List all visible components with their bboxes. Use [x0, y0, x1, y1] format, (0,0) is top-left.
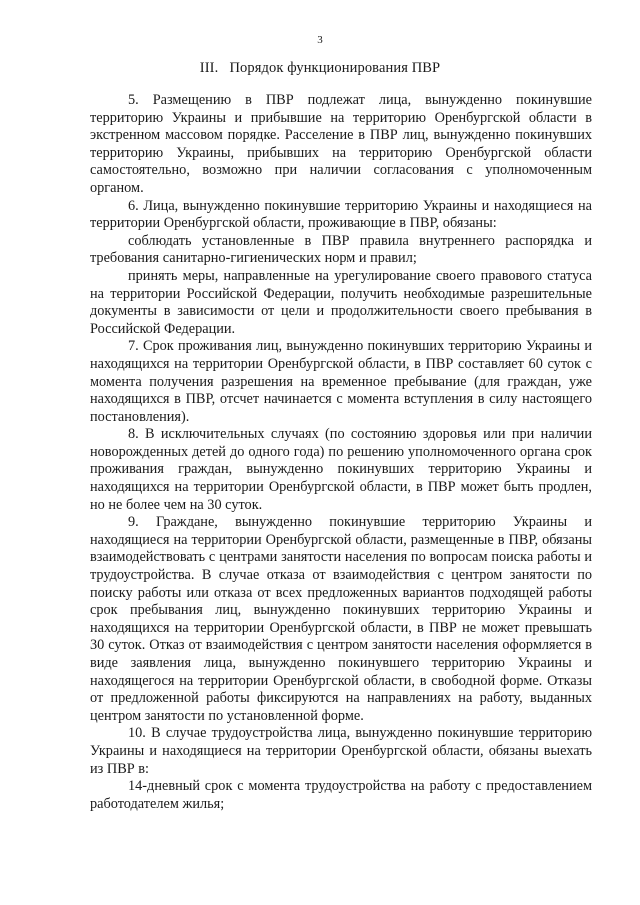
- paragraph-6: 6. Лица, вынужденно покинувшие территорию Украины и находящиеся на территории Оренбургской области, проживающие в ПВР, обязаны:: [90, 197, 592, 232]
- page-number: 3: [317, 34, 323, 46]
- paragraph-10-item-1: 14-дневный срок с момента трудоустройства на работу с предоставлением работодателем жилья;: [90, 778, 592, 812]
- paragraph-6-item-2: принять меры, направленные на урегулирование своего правового статуса на территории Российской Федерации, получить необходимые разрешительные документы в зависимости от цели и продолжительности своего пребывания в Российской Федерации.: [90, 267, 592, 337]
- paragraph-6-item-1: соблюдать установленные в ПВР правила внутреннего распорядка и требования санитарно-гигиенических норм и правил;: [90, 232, 592, 267]
- paragraph-9: 9. Граждане, вынужденно покинувшие территорию Украины и находящиеся на территории Оренбургской области, размещенные в ПВР, обязаны взаимодействовать с центрами занятости населения по вопросам поиска работы и трудоустройства. В случае отказа от взаимодействия с центром занятости по поиску работы или отказа от всех предложенных вариантов подходящей работы срок пребывания лиц, вынужденно покинувших территорию Украины и находящихся на территории Оренбургской области, в ПВР не может превышать 30 суток. Отказ от взаимодействия с центром занятости населения оформляется в виде заявления лица, вынужденно покинувшего территорию Украины и находящегося на территории Оренбургской области, в свободной форме. Отказы от предложенной работы фиксируются на направлениях на работу, выданных центром занятости по установленной форме.: [90, 514, 592, 724]
- paragraph-8: 8. В исключительных случаях (по состоянию здоровья или при наличии новорожденных детей до одного года) по решению уполномоченного органа срок проживания граждан, вынужденно покинувших территорию Украины и находящихся на территории Оренбургской области, в ПВР может быть продлен, но не более чем на 30 суток.: [90, 426, 592, 513]
- paragraph-10: 10. В случае трудоустройства лица, вынужденно покинувшие территорию Украины и находящиеся на территории Оренбургской области, обязаны выехать из ПВР в:: [90, 725, 592, 777]
- section-title: III. Порядок функционирования ПВР: [199, 60, 441, 76]
- paragraph-5: 5. Размещению в ПВР подлежат лица, вынужденно покинувшие территорию Украины и прибывшие на территорию Оренбургской области в экстренном массовом порядке. Расселение в ПВР лиц, вынужденно покинувших территорию Украины, прибывших на территорию Оренбургской области самостоятельно, возможно при наличии согласования с уполномоченным органом.: [90, 92, 592, 196]
- body-text: [90, 92, 592, 813]
- paragraph-7: 7. Срок проживания лиц, вынужденно покинувших территорию Украины и находящихся на территории Оренбургской области, в ПВР составляет 60 суток с момента получения разрешения на временное пребывание (для граждан, уже находящихся в ПВР, отсчет начинается с момента вступления в силу настоящего постановления).: [90, 338, 592, 425]
